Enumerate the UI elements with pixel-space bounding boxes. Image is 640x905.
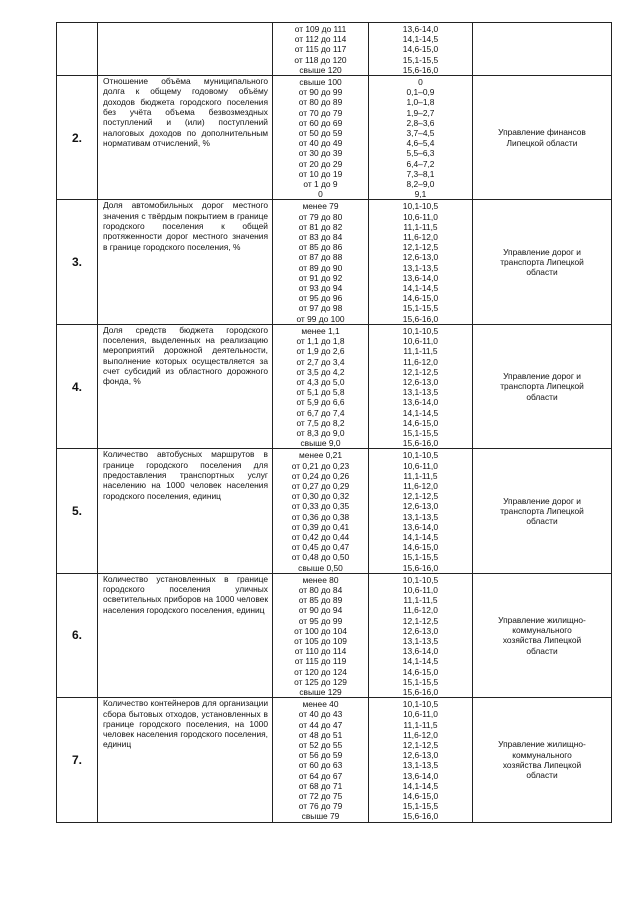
- responsible-body: Управление жилищно- коммунального хозяйства Липецкой области: [498, 739, 586, 781]
- value-intervals-cell: [273, 23, 369, 76]
- indicator-description-cell: [98, 324, 273, 448]
- value-interval: от 100 до 104: [294, 625, 347, 636]
- value-interval: от 7,5 до 8,2: [296, 417, 345, 428]
- value-interval: от 76 до 79: [298, 801, 343, 812]
- responsible-body-cell: [473, 698, 612, 822]
- responsible-body-cell: [473, 449, 612, 573]
- score-range: 15,1-15,5: [402, 54, 439, 65]
- score-range: 4,6–5,4: [406, 138, 435, 149]
- score-ranges-cell: [369, 200, 473, 324]
- score-range: 14,6-15,0: [402, 666, 439, 677]
- value-interval: от 44 до 47: [298, 719, 343, 730]
- responsible-body-cell: [473, 573, 612, 697]
- value-interval: от 91 до 92: [298, 272, 343, 283]
- value-interval: от 89 до 90: [298, 262, 343, 273]
- value-interval: свыше 120: [299, 64, 342, 75]
- score-range: 15,1-15,5: [402, 676, 439, 687]
- responsible-body: Управление дорог и транспорта Липецкой области: [500, 495, 584, 527]
- criteria-table: [56, 22, 612, 823]
- table-row: [57, 200, 612, 324]
- score-range: 11,6-12,0: [403, 729, 438, 740]
- value-interval: от 93 до 94: [298, 283, 343, 294]
- value-interval: от 0,21 до 0,23: [291, 460, 350, 471]
- score-range: 11,1-11,5: [403, 719, 438, 730]
- score-range: 15,6-16,0: [402, 438, 439, 449]
- score-range: 1,0–1,8: [406, 97, 435, 108]
- responsible-body: Управление дорог и транспорта Липецкой области: [500, 246, 584, 278]
- value-interval: от 109 до 111: [294, 24, 347, 34]
- score-range: 11,1-11,5: [403, 221, 438, 232]
- score-range: 15,6-16,0: [402, 811, 439, 822]
- score-range: 10,1-10,5: [402, 450, 439, 461]
- score-range: 12,6-13,0: [402, 501, 439, 512]
- value-intervals-cell: [273, 324, 369, 448]
- score-range: 14,6-15,0: [402, 44, 439, 55]
- value-interval: от 5,9 до 6,6: [296, 397, 345, 408]
- value-interval: от 79 до 80: [298, 211, 343, 222]
- score-range: 14,1-14,5: [402, 656, 439, 667]
- score-range: 15,1-15,5: [402, 801, 439, 812]
- score-range: 14,6-15,0: [402, 542, 439, 553]
- value-interval: свыше 0,50: [298, 562, 343, 573]
- value-interval: от 125 до 129: [294, 676, 347, 687]
- row-number: 3.: [57, 200, 98, 324]
- value-interval: от 40 до 49: [298, 138, 343, 149]
- value-interval: от 2,7 до 3,4: [296, 356, 345, 367]
- indicator-description-cell: [98, 573, 273, 697]
- indicator-description: Отношение объёма муниципального долга к общему годовому объёму доходов бюджета городского поселения без учёта объема безвозмездных поступлений и (или) поступлений налоговых доходов по дополнительным нормативам отчислений, %: [103, 76, 268, 148]
- indicator-description-cell: [98, 23, 273, 76]
- criteria-table-body: [57, 23, 612, 823]
- score-range: 13,1-13,5: [402, 635, 439, 646]
- score-range: 7,3–8,1: [406, 168, 435, 179]
- indicator-description-cell: [98, 698, 273, 822]
- table-row: [57, 698, 612, 822]
- score-range: 10,6-11,0: [403, 336, 438, 347]
- responsible-body: Управление дорог и транспорта Липецкой области: [500, 371, 584, 402]
- value-interval: от 5,1 до 5,8: [296, 387, 345, 398]
- value-intervals-cell: [273, 76, 369, 200]
- score-range: 15,6-16,0: [402, 64, 439, 75]
- indicator-description: Количество контейнеров для организации сбора бытовых отходов, установленных в границе городского поселения, на 1000 человек населения городского поселения, единиц: [103, 698, 268, 750]
- value-interval: от 83 до 84: [298, 232, 343, 243]
- value-interval: от 30 до 39: [298, 148, 343, 159]
- score-range: 3,7–4,5: [406, 128, 435, 139]
- value-interval: от 72 до 75: [298, 791, 343, 802]
- responsible-body-cell: [473, 76, 612, 200]
- score-range: 12,6-13,0: [402, 252, 439, 263]
- value-interval: от 85 до 86: [298, 242, 343, 253]
- score-range: 10,6-11,0: [403, 211, 438, 222]
- value-interval: менее 80: [302, 574, 339, 585]
- indicator-description-cell: [98, 200, 273, 324]
- indicator-description: Доля автомобильных дорог местного значения с твёрдым покрытием в границе городского поселения к общей протяженности дорог местного значения в границе городского поселения, %: [103, 200, 268, 252]
- value-interval: от 8,3 до 9,0: [296, 427, 345, 438]
- table-row: [57, 324, 612, 448]
- score-range: 12,6-13,0: [402, 376, 439, 387]
- score-ranges-cell: [369, 324, 473, 448]
- indicator-description: Доля средств бюджета городского поселения, выделенных на реализацию мероприятий дорожной деятельности, выполнение которых осуществляется за счет субсидий из областного дорожного фонда, %: [103, 324, 268, 387]
- value-interval: от 0,48 до 0,50: [291, 552, 350, 563]
- responsible-body-cell: [473, 23, 612, 76]
- score-range: 15,1-15,5: [402, 552, 439, 563]
- value-intervals-cell: [273, 573, 369, 697]
- table-row: [57, 449, 612, 573]
- score-range: 10,1-10,5: [402, 325, 439, 336]
- row-number: 7.: [57, 698, 98, 822]
- value-interval: от 80 до 84: [298, 584, 343, 595]
- score-range: 11,1-11,5: [403, 595, 438, 606]
- score-ranges-cell: [369, 449, 473, 573]
- value-interval: менее 1,1: [301, 325, 340, 336]
- value-interval: менее 0,21: [299, 450, 342, 461]
- responsible-body-cell: [473, 324, 612, 448]
- value-interval: от 50 до 59: [298, 128, 343, 139]
- score-range: 14,6-15,0: [402, 293, 439, 304]
- value-interval: от 20 до 29: [298, 158, 343, 169]
- value-interval: от 118 до 120: [294, 54, 347, 65]
- table-row: [57, 76, 612, 200]
- score-range: 14,6-15,0: [402, 791, 439, 802]
- value-intervals-cell: [273, 449, 369, 573]
- score-range: 13,6-14,0: [402, 397, 439, 408]
- value-interval: от 6,7 до 7,4: [296, 407, 345, 418]
- score-range: 13,6-14,0: [402, 272, 439, 283]
- value-interval: от 90 до 94: [298, 605, 343, 616]
- value-interval: от 0,33 до 0,35: [291, 501, 350, 512]
- score-range: 13,1-13,5: [402, 387, 439, 398]
- score-ranges-cell: [369, 573, 473, 697]
- score-range: 12,1-12,5: [402, 366, 439, 377]
- responsible-body: Управление жилищно- коммунального хозяйства Липецкой области: [498, 614, 586, 656]
- row-number: 6.: [57, 573, 98, 697]
- score-range: 14,1-14,5: [402, 531, 439, 542]
- score-range: 14,1-14,5: [402, 283, 439, 294]
- score-range: 15,1-15,5: [402, 303, 439, 314]
- score-range: 13,6-14,0: [402, 24, 439, 34]
- value-interval: менее 40: [302, 699, 339, 710]
- indicator-description: Количество установленных в границе городского поселения уличных осветительных приборов на 1000 человек населения городского поселения, единиц: [103, 573, 268, 615]
- score-ranges-cell: [369, 698, 473, 822]
- score-range: 12,1-12,5: [402, 615, 439, 626]
- score-range: 11,6-12,0: [403, 232, 438, 243]
- value-interval: от 105 до 109: [294, 635, 347, 646]
- value-intervals-cell: [273, 200, 369, 324]
- value-interval: от 68 до 71: [298, 780, 343, 791]
- indicator-description-cell: [98, 449, 273, 573]
- value-interval: от 95 до 96: [298, 293, 343, 304]
- score-range: 0: [418, 77, 423, 88]
- value-interval: свыше 79: [301, 811, 340, 822]
- score-range: 10,1-10,5: [402, 201, 439, 212]
- score-range: 14,1-14,5: [402, 780, 439, 791]
- score-range: 11,6-12,0: [403, 605, 438, 616]
- score-range: 12,1-12,5: [402, 491, 439, 502]
- value-interval: от 10 до 19: [298, 168, 343, 179]
- value-interval: свыше 9,0: [300, 438, 341, 449]
- row-number: 2.: [57, 76, 98, 200]
- score-range: 15,6-16,0: [402, 562, 439, 573]
- score-range: 12,6-13,0: [402, 625, 439, 636]
- score-ranges-cell: [369, 23, 473, 76]
- value-interval: от 56 до 59: [298, 750, 343, 761]
- score-range: 8,2–9,0: [406, 179, 435, 190]
- score-ranges-cell: [369, 76, 473, 200]
- value-interval: от 64 до 67: [298, 770, 343, 781]
- value-interval: свыше 129: [299, 687, 342, 697]
- score-range: 15,1-15,5: [402, 427, 439, 438]
- score-range: 15,6-16,0: [402, 687, 439, 697]
- value-interval: от 0,27 до 0,29: [291, 480, 350, 491]
- score-range: 11,6-12,0: [403, 480, 438, 491]
- value-interval: от 0,30 до 0,32: [291, 491, 350, 502]
- responsible-body: Управление финансов Липецкой области: [498, 127, 586, 148]
- value-interval: 0: [318, 189, 323, 200]
- score-range: 14,6-15,0: [402, 417, 439, 428]
- value-interval: свыше 100: [299, 77, 342, 88]
- indicator-description: Количество автобусных маршрутов в границе городского поселения для предоставления транспортных услуг населению на 1000 человек населения городского поселения, единиц: [103, 449, 268, 501]
- indicator-description-cell: [98, 76, 273, 200]
- score-range: 15,6-16,0: [402, 313, 439, 324]
- score-range: 12,1-12,5: [402, 242, 439, 253]
- value-interval: от 85 до 89: [298, 595, 343, 606]
- value-interval: от 60 до 63: [298, 760, 343, 771]
- value-interval: от 99 до 100: [296, 313, 345, 324]
- table-row: [57, 573, 612, 697]
- score-range: 11,1-11,5: [403, 346, 438, 357]
- row-number: 4.: [57, 324, 98, 448]
- row-number: 5.: [57, 449, 98, 573]
- value-interval: от 112 до 114: [294, 34, 347, 45]
- value-interval: от 115 до 117: [294, 44, 347, 55]
- value-interval: от 0,45 до 0,47: [291, 542, 350, 553]
- score-range: 13,6-14,0: [402, 770, 439, 781]
- score-range: 6,4–7,2: [406, 158, 435, 169]
- value-interval: от 40 до 43: [298, 709, 343, 720]
- value-interval: от 0,42 до 0,44: [291, 531, 350, 542]
- score-range: 13,6-14,0: [402, 646, 439, 657]
- score-range: 13,1-13,5: [402, 511, 439, 522]
- score-range: 12,1-12,5: [402, 740, 439, 751]
- value-interval: от 120 до 124: [294, 666, 347, 677]
- value-interval: от 4,3 до 5,0: [296, 376, 345, 387]
- score-range: 10,1-10,5: [402, 699, 439, 710]
- score-range: 5,5–6,3: [406, 148, 435, 159]
- value-interval: от 60 до 69: [298, 117, 343, 128]
- table-row: [57, 23, 612, 76]
- score-range: 10,6-11,0: [403, 709, 438, 720]
- value-interval: от 0,39 до 0,41: [291, 521, 350, 532]
- score-range: 11,6-12,0: [403, 356, 438, 367]
- score-range: 13,6-14,0: [402, 521, 439, 532]
- value-interval: от 97 до 98: [298, 303, 343, 314]
- value-interval: от 0,24 до 0,26: [291, 470, 350, 481]
- value-interval: от 0,36 до 0,38: [291, 511, 350, 522]
- responsible-body-cell: [473, 200, 612, 324]
- value-interval: от 70 до 79: [298, 107, 343, 118]
- value-interval: от 1,9 до 2,6: [296, 346, 345, 357]
- value-intervals-cell: [273, 698, 369, 822]
- value-interval: от 3,5 до 4,2: [296, 366, 345, 377]
- score-range: 1,9–2,7: [406, 107, 435, 118]
- score-range: 10,6-11,0: [403, 584, 438, 595]
- score-range: 2,8–3,6: [406, 117, 435, 128]
- value-interval: от 110 до 114: [294, 646, 347, 657]
- value-interval: от 81 до 82: [298, 221, 343, 232]
- score-range: 13,1-13,5: [402, 262, 439, 273]
- score-range: 9,1: [414, 189, 427, 200]
- score-range: 10,1-10,5: [402, 574, 439, 585]
- value-interval: от 80 до 89: [298, 97, 343, 108]
- value-interval: менее 79: [302, 201, 339, 212]
- value-interval: от 1 до 9: [303, 179, 338, 190]
- value-interval: от 90 до 99: [298, 87, 343, 98]
- score-range: 13,1-13,5: [402, 760, 439, 771]
- score-range: 12,6-13,0: [402, 750, 439, 761]
- value-interval: от 87 до 88: [298, 252, 343, 263]
- score-range: 10,6-11,0: [403, 460, 438, 471]
- value-interval: от 1,1 до 1,8: [296, 336, 345, 347]
- value-interval: от 48 до 51: [298, 729, 343, 740]
- score-range: 14,1-14,5: [402, 407, 439, 418]
- value-interval: от 115 до 119: [294, 656, 347, 667]
- value-interval: от 95 до 99: [298, 615, 343, 626]
- row-number: [57, 23, 98, 76]
- score-range: 11,1-11,5: [403, 470, 438, 481]
- score-range: 14,1-14,5: [402, 34, 439, 45]
- score-range: 0,1–0,9: [406, 87, 435, 98]
- value-interval: от 52 до 55: [298, 740, 343, 751]
